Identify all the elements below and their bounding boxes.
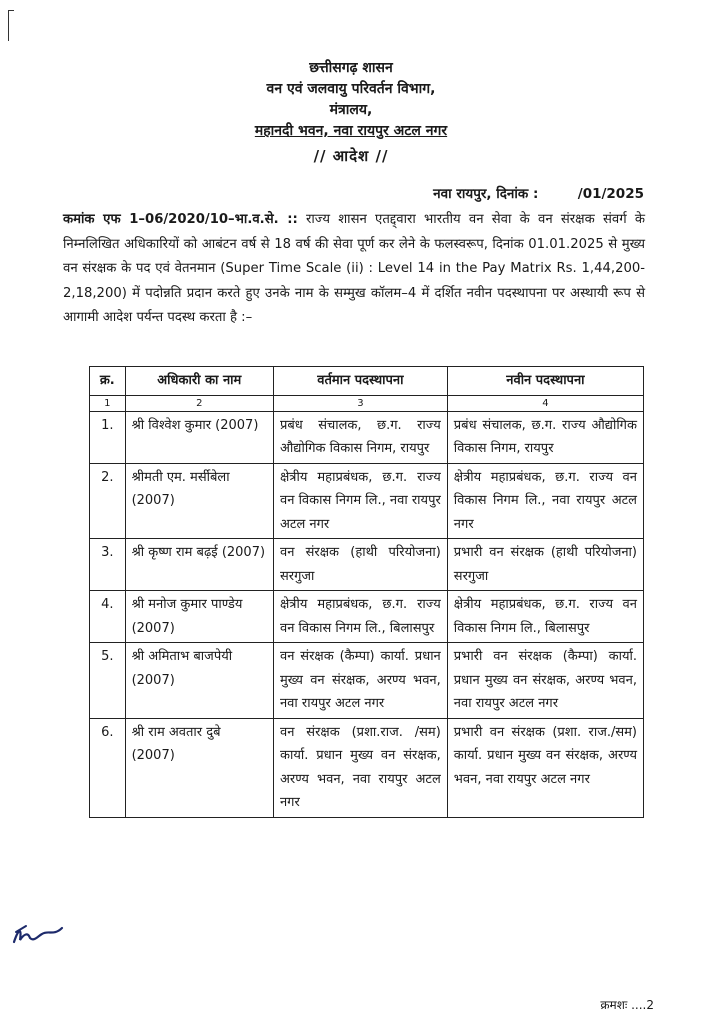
letterhead-department: वन एवं जलवायु परिवर्तन विभाग, (266, 81, 436, 97)
officer-name-cell: श्री अमिताभ बाजपेयी (2007) (125, 643, 273, 719)
dateline-date: /01/2025 (577, 186, 644, 202)
signature-mark (10, 912, 70, 950)
officer-name-cell: श्रीमती एम. मर्सीबेला (2007) (125, 463, 273, 539)
letterhead-government: छत्तीसगढ़ शासन (309, 60, 393, 76)
table-row (90, 591, 644, 643)
serial-cell: 1. (90, 411, 126, 463)
officer-name-cell: श्री कृष्ण राम बढ़ई (2007) (125, 539, 273, 591)
serial-cell: 6. (90, 718, 126, 817)
column-number-row (90, 395, 644, 411)
header-current-posting: वर्तमान पदस्थापना (273, 367, 447, 396)
officer-name-cell: श्री मनोज कुमार पाण्डेय (2007) (125, 591, 273, 643)
new-posting-cell: प्रभारी वन संरक्षक (हाथी परियोजना) सरगुजा (447, 539, 643, 591)
table-header-row (90, 367, 644, 396)
serial-cell: 2. (90, 463, 126, 539)
current-posting-cell: क्षेत्रीय महाप्रबंधक, छ.ग. राज्य वन विकास निगम लि., नवा रायपुर अटल नगर (273, 463, 447, 539)
serial-cell: 4. (90, 591, 126, 643)
dateline (433, 184, 644, 202)
current-posting-cell: वन संरक्षक (प्रशा.राज. /सम) कार्या. प्रधान मुख्य वन संरक्षक, अरण्य भवन, नवा रायपुर अटल नगर (273, 718, 447, 817)
current-posting-cell: वन संरक्षक (कैम्पा) कार्या. प्रधान मुख्य वन संरक्षक, अरण्य भवन, नवा रायपुर अटल नगर (273, 643, 447, 719)
letterhead-address: महानदी भवन, नवा रायपुर अटल नगर (254, 123, 448, 139)
order-title: // आदेश // (313, 147, 389, 165)
officer-name-cell: श्री राम अवतार दुबे (2007) (125, 718, 273, 817)
column-number: 2 (125, 395, 273, 411)
new-posting-cell: क्षेत्रीय महाप्रबंधक, छ.ग. राज्य वन विकास निगम लि., नवा रायपुर अटल नगर (447, 463, 643, 539)
header-officer-name: अधिकारी का नाम (125, 367, 273, 396)
current-posting-cell: प्रबंध संचालक, छ.ग. राज्य औद्योगिक विकास निगम, रायपुर (273, 411, 447, 463)
current-posting-cell: क्षेत्रीय महाप्रबंधक, छ.ग. राज्य वन विकास निगम लि., बिलासपुर (273, 591, 447, 643)
serial-cell: 5. (90, 643, 126, 719)
serial-cell: 3. (90, 539, 126, 591)
header-new-posting: नवीन पदस्थापना (447, 367, 643, 396)
new-posting-cell: प्रभारी वन संरक्षक (कैम्पा) कार्या. प्रधान मुख्य वन संरक्षक, अरण्य भवन, नवा रायपुर अटल नगर (447, 643, 643, 719)
corner-mark (8, 10, 14, 41)
dateline-place: नवा रायपुर, दिनांक : (433, 186, 539, 202)
table-row (90, 539, 644, 591)
new-posting-cell: प्रबंध संचालक, छ.ग. राज्य औद्योगिक विकास निगम, रायपुर (447, 411, 643, 463)
order-body (63, 208, 645, 331)
column-number: 3 (273, 395, 447, 411)
order-reference: कमांक एफ 1–06/2020/10–भा.व.से. :: (63, 212, 298, 227)
letterhead-ministry: मंत्रालय, (329, 102, 373, 118)
officer-name-cell: श्री विश्वेश कुमार (2007) (125, 411, 273, 463)
column-number: 4 (447, 395, 643, 411)
column-number: 1 (90, 395, 126, 411)
order-text: राज्य शासन एतद्द्वारा भारतीय वन सेवा के वन संरक्षक संवर्ग के निम्नलिखित अधिकारियों को आबंटन वर्ष से 18 वर्ष की सेवा पूर्ण कर लेने के फलस्वरूप, दिनांक 01.01.2025 से मुख्य वन संरक्षक के पद एवं वेतनमान (Super Time Scale (ii) : Level 14 in the Pay Matrix Rs. 1,44,200-2,18,200) में पदोन्नति प्रदान करते हुए उनके नाम के सम्मुख कॉलम–4 में दर्शित नवीन पदस्थापना पर अस्थायी रूप से आगामी आदेश पर्यन्त पदस्थ करता है :– (63, 212, 645, 326)
table-row (90, 463, 644, 539)
table-row (90, 643, 644, 719)
continuation-note: क्रमशः ....2 (600, 998, 654, 1012)
table-row (90, 411, 644, 463)
letterhead (0, 58, 702, 142)
new-posting-cell: प्रभारी वन संरक्षक (प्रशा. राज./सम) कार्या. प्रधान मुख्य वन संरक्षक, अरण्य भवन, नवा रायपुर अटल नगर (447, 718, 643, 817)
header-serial: क्र. (90, 367, 126, 396)
table-row (90, 718, 644, 817)
posting-table (89, 366, 644, 818)
current-posting-cell: वन संरक्षक (हाथी परियोजना) सरगुजा (273, 539, 447, 591)
new-posting-cell: क्षेत्रीय महाप्रबंधक, छ.ग. राज्य वन विकास निगम लि., बिलासपुर (447, 591, 643, 643)
